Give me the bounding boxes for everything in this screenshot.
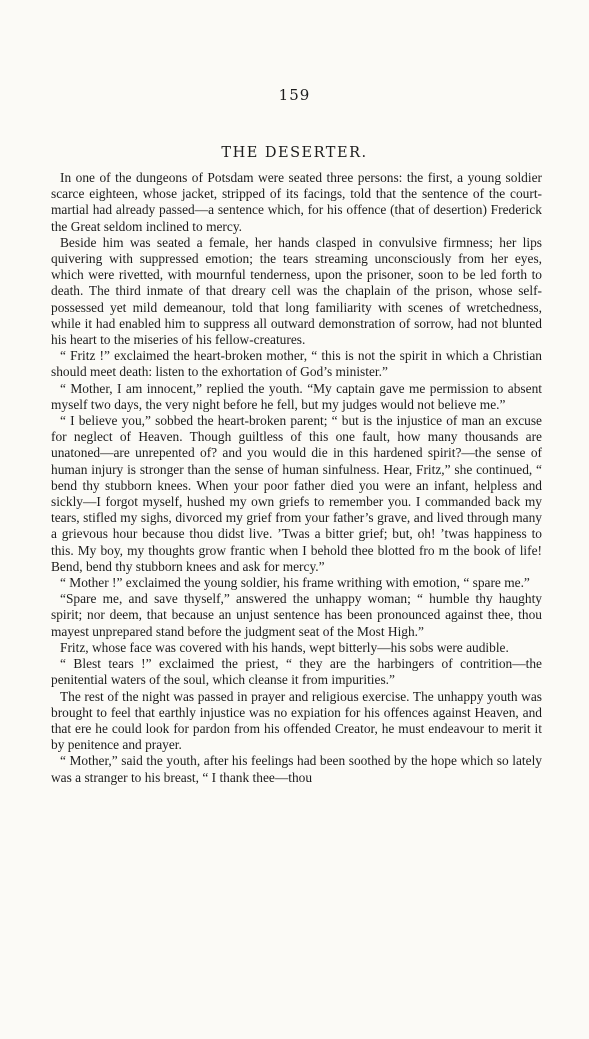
page-number: 159 bbox=[278, 86, 311, 104]
paragraph: “ Mother, I am innocent,” replied the youth. “My captain gave me permission to absent myself two days, the very night before he fell, but my judges would not believe me.” bbox=[51, 380, 542, 412]
paragraph: “Spare me, and save thyself,” answered the unhappy woman; “ humble thy haughty spirit; nor deem, that because an unjust sentence has been pronounced against thee, thou mayest unprepared stand before the judgment seat of the Most High.” bbox=[51, 591, 542, 639]
paragraph: “ Mother !” exclaimed the young soldier, his frame writhing with emotion, “ spare me.” bbox=[60, 575, 530, 591]
paragraph: In one of the dungeons of Potsdam were seated three persons: the first, a young soldier scarce eighteen, whose jacket, stripped of its facings, told that the sentence of the court-martial had already passed—a sentence which, for his offence (that of desertion) Frederick the Great seldom inclined to mercy. bbox=[51, 170, 542, 234]
paragraph: “ Blest tears !” exclaimed the priest, “ they are the harbingers of contrition—the penitential waters of the soul, which cleanse it from impurities.” bbox=[51, 656, 542, 688]
body-text bbox=[51, 170, 542, 786]
paragraph: “ Mother,” said the youth, after his feelings had been soothed by the hope which so lately was a stranger to his breast, “ I thank thee—thou bbox=[51, 753, 542, 785]
paragraph: “ Fritz !” exclaimed the heart-broken mother, “ this is not the spirit in which a Christian should meet death: listen to the exhortation of God’s minister.” bbox=[51, 348, 542, 380]
paragraph: The rest of the night was passed in prayer and religious exercise. The unhappy youth was brought to feel that earthly injustice was no expiation for his offences against Heaven, and that ere he could look for pardon from his offended Creator, he must endeavour to merit it by penitence and prayer. bbox=[51, 688, 542, 753]
chapter-title: THE DESERTER. bbox=[221, 145, 368, 161]
paragraph: “ I believe you,” sobbed the heart-broken parent; “ but is the injustice of man an excuse for neglect of Heaven. Though guiltless of this one fault, how many thousands are unatoned—are unrepented of? and you would die in this hardened spirit?—the sense of human injury is stronger than the sense of human sinfulness. Hear, Fritz,” she continued, “ bend thy stubborn knees. When your poor father died you were an infant, helpless and sickly—I forgot myself, hushed my own griefs to remember you. I commanded back my tears, stifled my sighs, divorced my grief from your father’s grave, and lived through many a grievous hour because thou didst live. ’Twas a bitter grief; but, oh! ’twas happiness to this. My boy, my thoughts grow frantic when I behold thee blotted fro m the book of life! Bend, bend thy stubborn knees and ask for mercy.” bbox=[51, 413, 542, 574]
paragraph: Fritz, whose face was covered with his hands, wept bitterly—his sobs were audible. bbox=[60, 639, 509, 655]
paragraph: Beside him was seated a female, her hands clasped in convulsive firmness; her lips quivering with suppressed emotion; the tears streaming unconsciously from her eyes, which were rivetted, with mournful tenderness, upon the prisoner, soon to be led forth to death. The third inmate of that dreary cell was the chaplain of the prison, whose self-possessed yet mild demeanour, told that long familiarity with scenes of wretchedness, while it had enabled him to suppress all outward demonstration of sorrow, had not blunted his heart to the miseries of his fellow-creatures. bbox=[51, 234, 542, 348]
